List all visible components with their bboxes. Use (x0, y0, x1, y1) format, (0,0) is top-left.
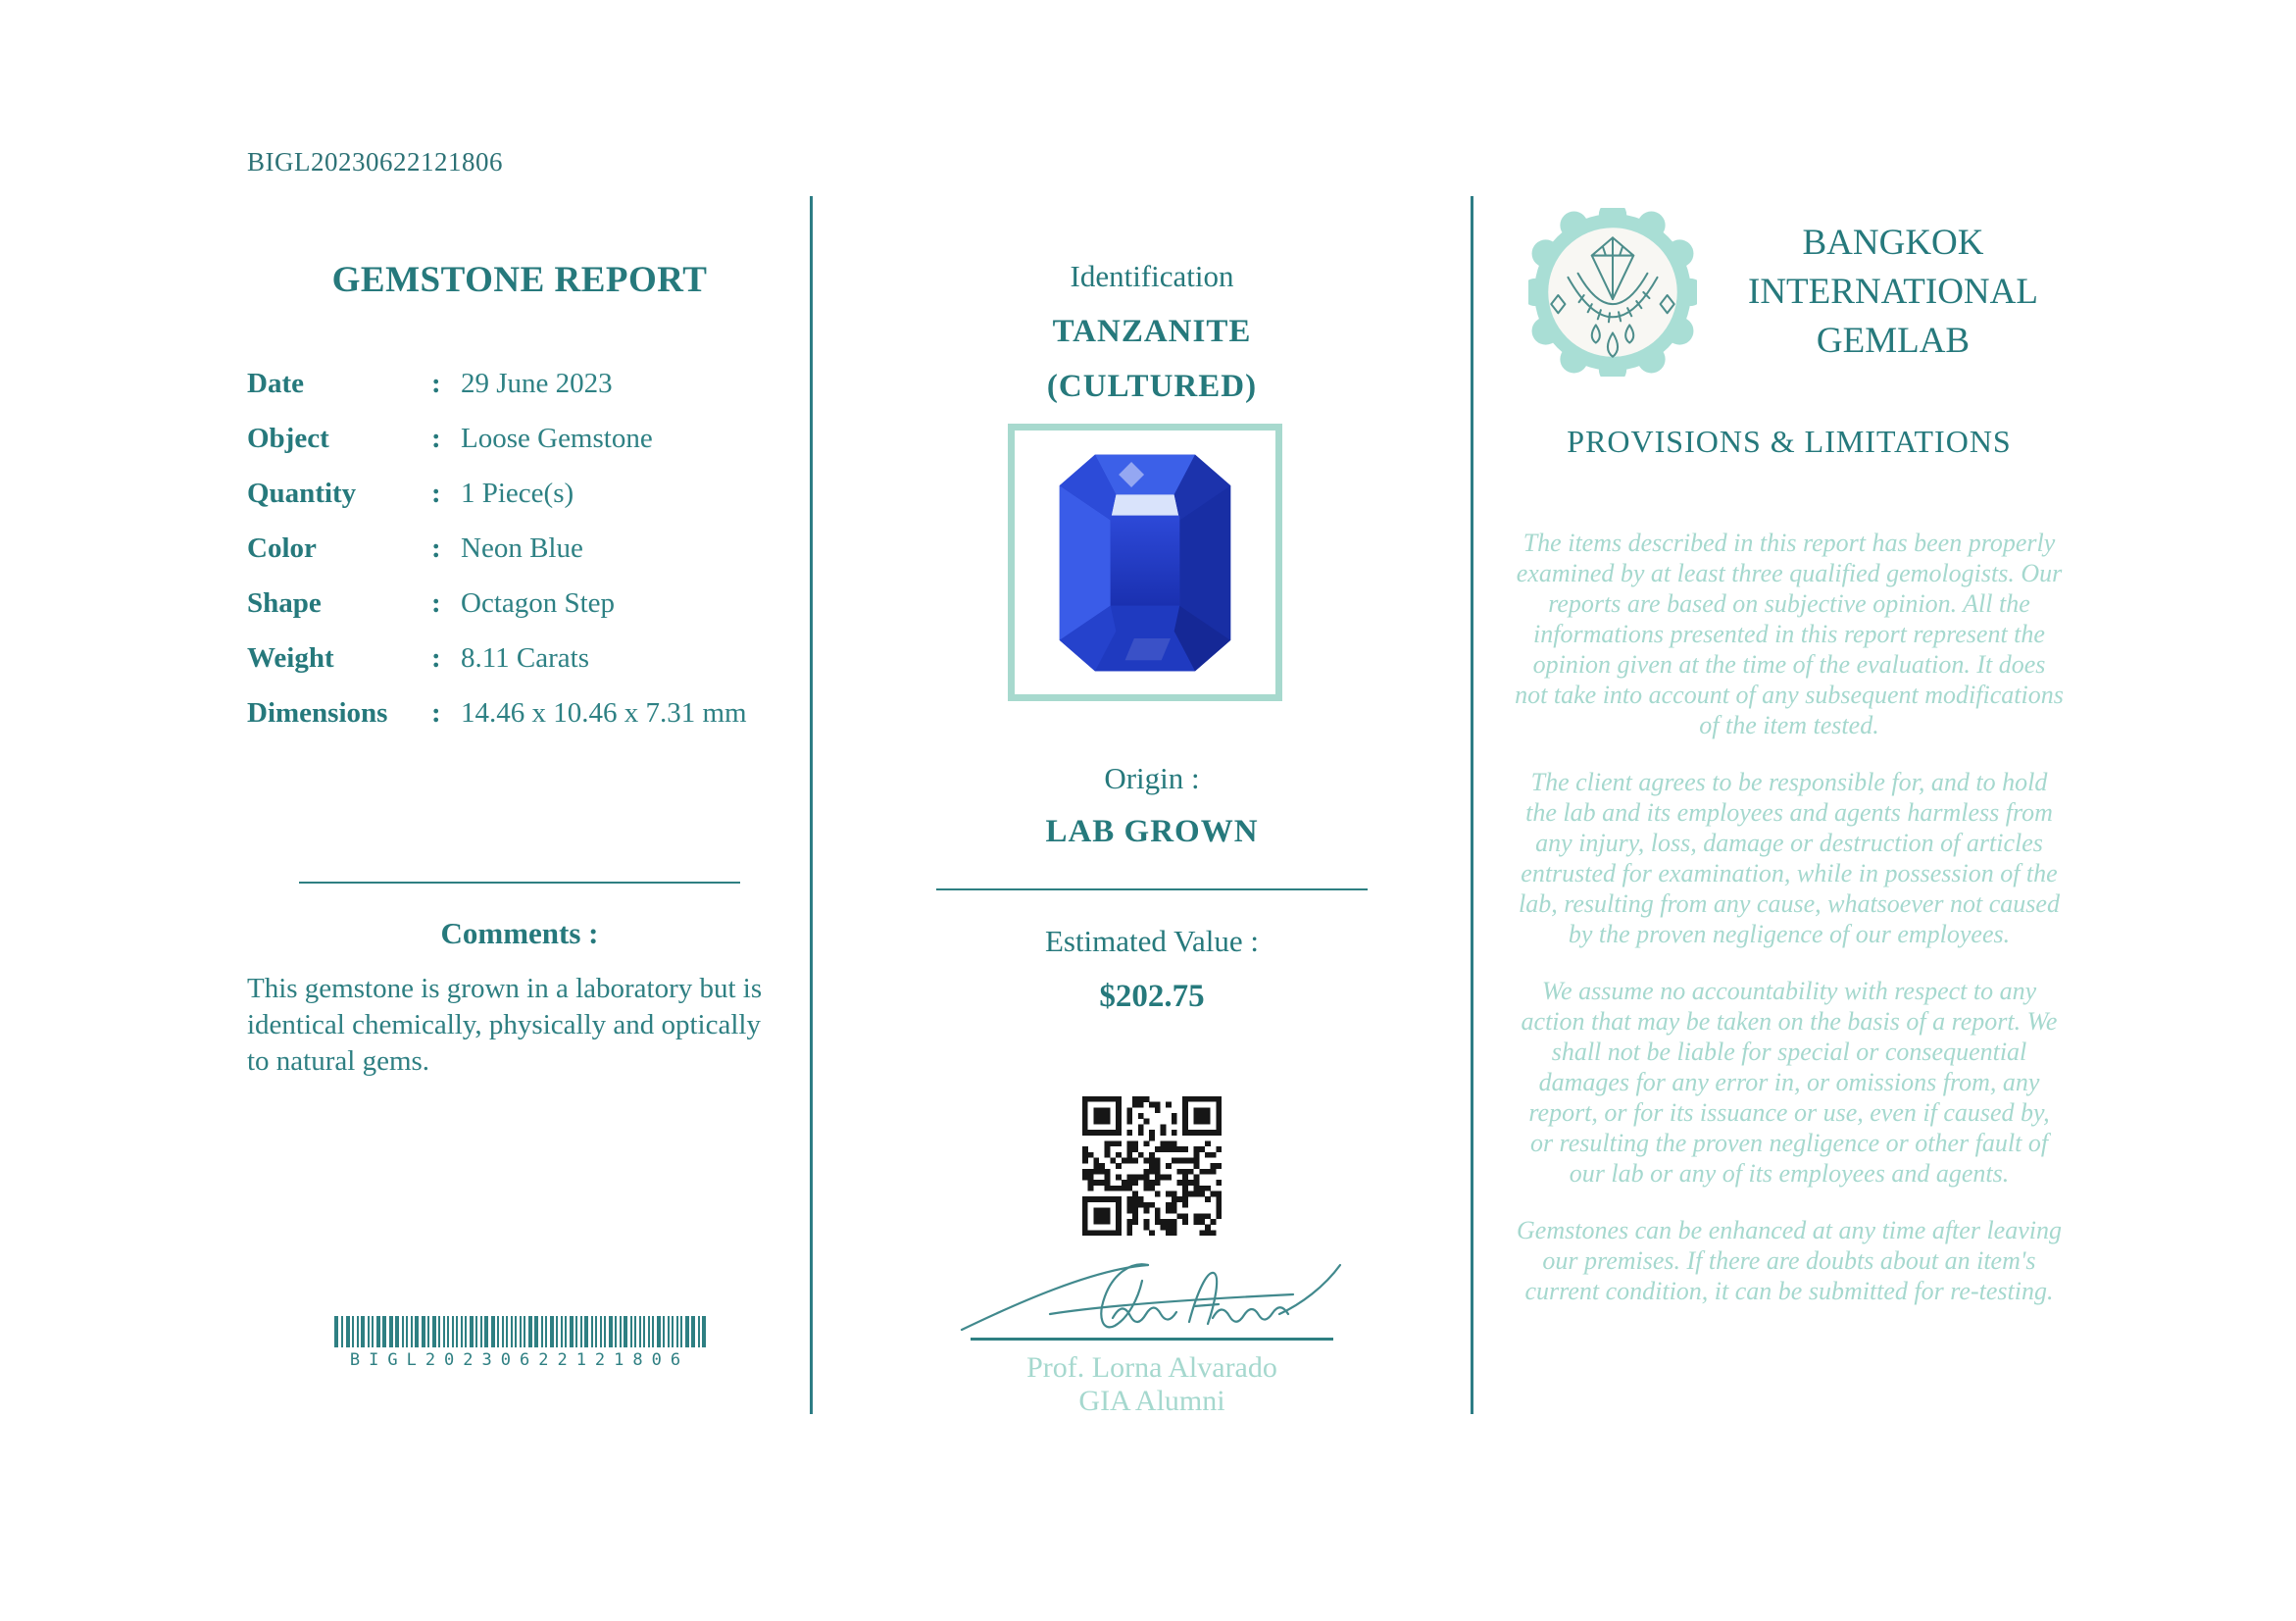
signature-script (956, 1251, 1348, 1342)
field-row (247, 424, 792, 453)
field-value: Neon Blue (461, 532, 583, 564)
field-row (247, 698, 792, 728)
field-label: Object (247, 423, 329, 454)
variety-name: (CULTURED) (1046, 369, 1258, 404)
signature-divider (971, 1338, 1333, 1341)
field-value: 1 Piece(s) (461, 478, 574, 509)
lab-name-line: INTERNATIONAL (1748, 272, 2038, 312)
gem-photo (1054, 449, 1236, 677)
field-row (247, 533, 792, 563)
barcode (312, 1316, 727, 1370)
provisions-paragraph: The items described in this report has been properly examined by at least three qualified gemologists. Our reports are based on subjective opinion. All the informations presented in this report represent the opinion given at the time of the evaluation. It does not take into account of any subsequent modifications of the item tested. (1515, 529, 2064, 739)
comments-divider (299, 882, 740, 884)
identification-panel (853, 0, 1451, 1471)
field-value: 29 June 2023 (461, 368, 613, 399)
comments-text: This gemstone is grown in a laboratory but is identical chemically, physically and optically to natural gems. (247, 973, 763, 1077)
field-colon: : (431, 532, 441, 564)
origin-label: Origin : (1104, 761, 1200, 795)
origin-value: LAB GROWN (1045, 814, 1259, 849)
field-colon: : (431, 478, 441, 509)
qr-code (1082, 1096, 1222, 1236)
field-value: 8.11 Carats (461, 642, 590, 674)
lab-name-line: BANGKOK (1802, 223, 1984, 263)
barcode-bars (312, 1316, 727, 1347)
gem-photo-frame (1008, 424, 1282, 701)
species-name: TANZANITE (1052, 314, 1252, 349)
lab-panel (1515, 0, 2064, 1471)
field-colon: : (431, 697, 441, 729)
provisions-paragraph: The client agrees to be responsible for, and to hold the lab and its employees and agents harmless from any injury, loss, damage or destruction of articles entrusted for examination, while in possession of the lab, resulting from any cause, whatsoever not caused by the proven negligence of our employees. (1519, 768, 2060, 948)
field-row (247, 479, 792, 508)
provisions-title: PROVISIONS & LIMITATIONS (1567, 424, 2012, 459)
field-colon: : (431, 368, 441, 399)
field-label: Weight (247, 642, 334, 674)
field-row (247, 643, 792, 673)
estimated-value-amount: $202.75 (1099, 979, 1205, 1014)
report-title: GEMSTONE REPORT (331, 260, 708, 300)
signatory-credential: GIA Alumni (1078, 1385, 1225, 1417)
provisions-paragraph: We assume no accountability with respect to any action that may be taken on the basis of a report. We shall not be liable for special or consequential damages for any error in, or omissions from, any report, or for its issuance or use, even if caused by, or resulting the proven negligence or other fault of our lab or any of its employees and agents. (1521, 977, 2058, 1188)
field-label: Quantity (247, 478, 357, 509)
provisions-text (1515, 528, 2064, 1333)
barcode-text: BIGL20230622121806 (349, 1350, 690, 1370)
lab-name (1722, 219, 2064, 366)
panel-divider-right (1471, 196, 1473, 1414)
field-row (247, 369, 792, 398)
origin-divider (936, 888, 1368, 890)
field-label: Shape (247, 587, 322, 619)
field-row (247, 588, 792, 618)
field-value: Loose Gemstone (461, 423, 653, 454)
field-label: Date (247, 368, 304, 399)
field-colon: : (431, 587, 441, 619)
estimated-value-label: Estimated Value : (1044, 924, 1260, 958)
report-panel (247, 0, 792, 1471)
report-fields (247, 369, 792, 753)
certificate-number: BIGL20230622121806 (247, 147, 503, 177)
identification-heading: Identification (1070, 259, 1234, 293)
field-label: Dimensions (247, 697, 388, 729)
field-colon: : (431, 642, 441, 674)
field-value: Octagon Step (461, 587, 616, 619)
lab-logo-icon (1528, 208, 1697, 377)
lab-header (1528, 208, 2064, 377)
panel-divider-left (810, 196, 813, 1414)
field-value: 14.46 x 10.46 x 7.31 mm (461, 697, 747, 729)
provisions-paragraph: Gemstones can be enhanced at any time after leaving our premises. If there are doubts about an item's current condition, it can be submitted for re-testing. (1517, 1216, 2062, 1305)
field-colon: : (431, 423, 441, 454)
comments-title: Comments : (440, 916, 599, 950)
signatory-name: Prof. Lorna Alvarado (1026, 1351, 1277, 1384)
lab-name-line: GEMLAB (1816, 321, 1971, 361)
field-label: Color (247, 532, 317, 564)
